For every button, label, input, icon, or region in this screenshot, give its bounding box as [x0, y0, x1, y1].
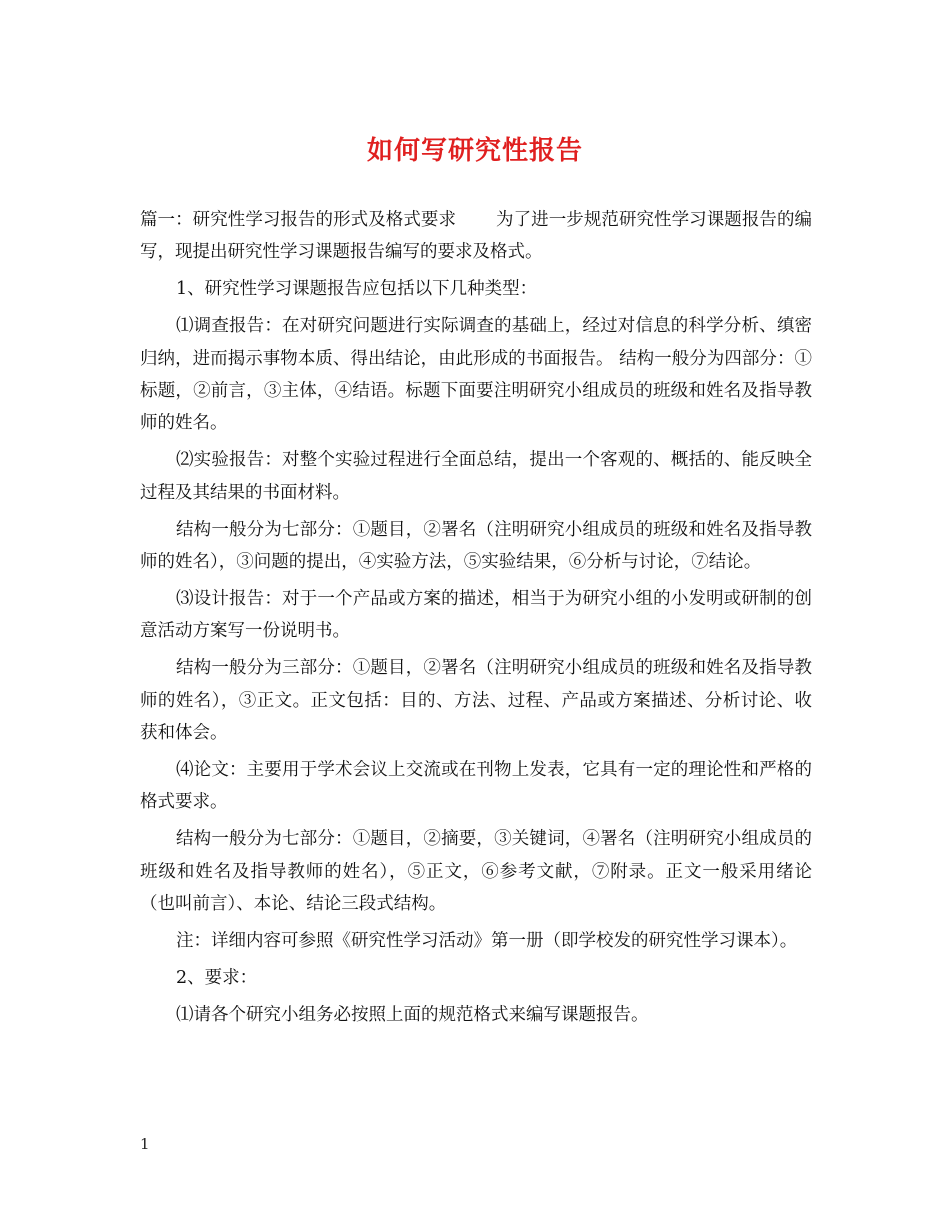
paragraph-thesis-structure: 结构一般分为七部分：①题目，②摘要，③关键词，④署名（注明研究小组成员的班级和姓名及指导教师的姓名），⑤正文，⑥参考文献，⑦附录。正文一般采用绪论（也叫前言）、本论、结论三段式结构。	[140, 829, 812, 915]
paragraph-requirements-heading: 2、要求：	[176, 967, 258, 988]
document-title: 如何写研究性报告	[366, 136, 583, 166]
paragraph-design-report: ⑶设计报告：对于一个产品或方案的描述，相当于为研究小组的小发明或研制的创意活动方案写一份说明书。	[140, 588, 812, 642]
section-heading: 篇一：研究性学习报告的形式及格式要求	[140, 210, 456, 230]
paragraph-note: 注：详细内容可参照《研究性学习活动》第一册（即学校发的研究性学习课本）。	[176, 931, 798, 952]
paragraph-requirement-1: ⑴请各个研究小组务必按照上面的规范格式来编写课题报告。	[176, 1004, 649, 1025]
paragraph-survey-report: ⑴调查报告：在对研究问题进行实际调查的基础上，经过对信息的科学分析、缜密归纳，进而揭示事物本质、得出结论，由此形成的书面报告。 结构一般分为四部分：①标题，②前言，③主体，④结语。标题下面要注明研究小组成员的班级和姓名及指导教师的姓名。	[140, 316, 812, 434]
page-number: 1	[140, 1135, 150, 1153]
intro-text: 为了进一步规范研究性学习课题报告的编写，现提出研究性学习课题报告编写的要求及格式。	[140, 210, 812, 263]
paragraph-types-heading: 1、研究性学习课题报告应包括以下几种类型：	[176, 279, 538, 300]
paragraph-thesis: ⑷论文：主要用于学术会议上交流或在刊物上发表，它具有一定的理论性和严格的格式要求。	[140, 760, 812, 813]
paragraph-experiment-structure: 结构一般分为七部分：①题目，②署名（注明研究小组成员的班级和姓名及指导教师的姓名），③问题的提出，④实验方法，⑤实验结果，⑥分析与讨论，⑦结论。	[140, 519, 812, 573]
paragraph-intro	[140, 204, 812, 269]
paragraph-experiment-report: ⑵实验报告：对整个实验过程进行全面总结，提出一个客观的、概括的、能反映全过程及其结果的书面材料。	[140, 450, 812, 503]
document-body	[140, 204, 812, 1036]
paragraph-design-structure: 结构一般分为三部分：①题目，②署名（注明研究小组成员的班级和姓名及指导教师的姓名），③正文。正文包括：目的、方法、过程、产品或方案描述、分析讨论、收获和体会。	[140, 658, 812, 744]
